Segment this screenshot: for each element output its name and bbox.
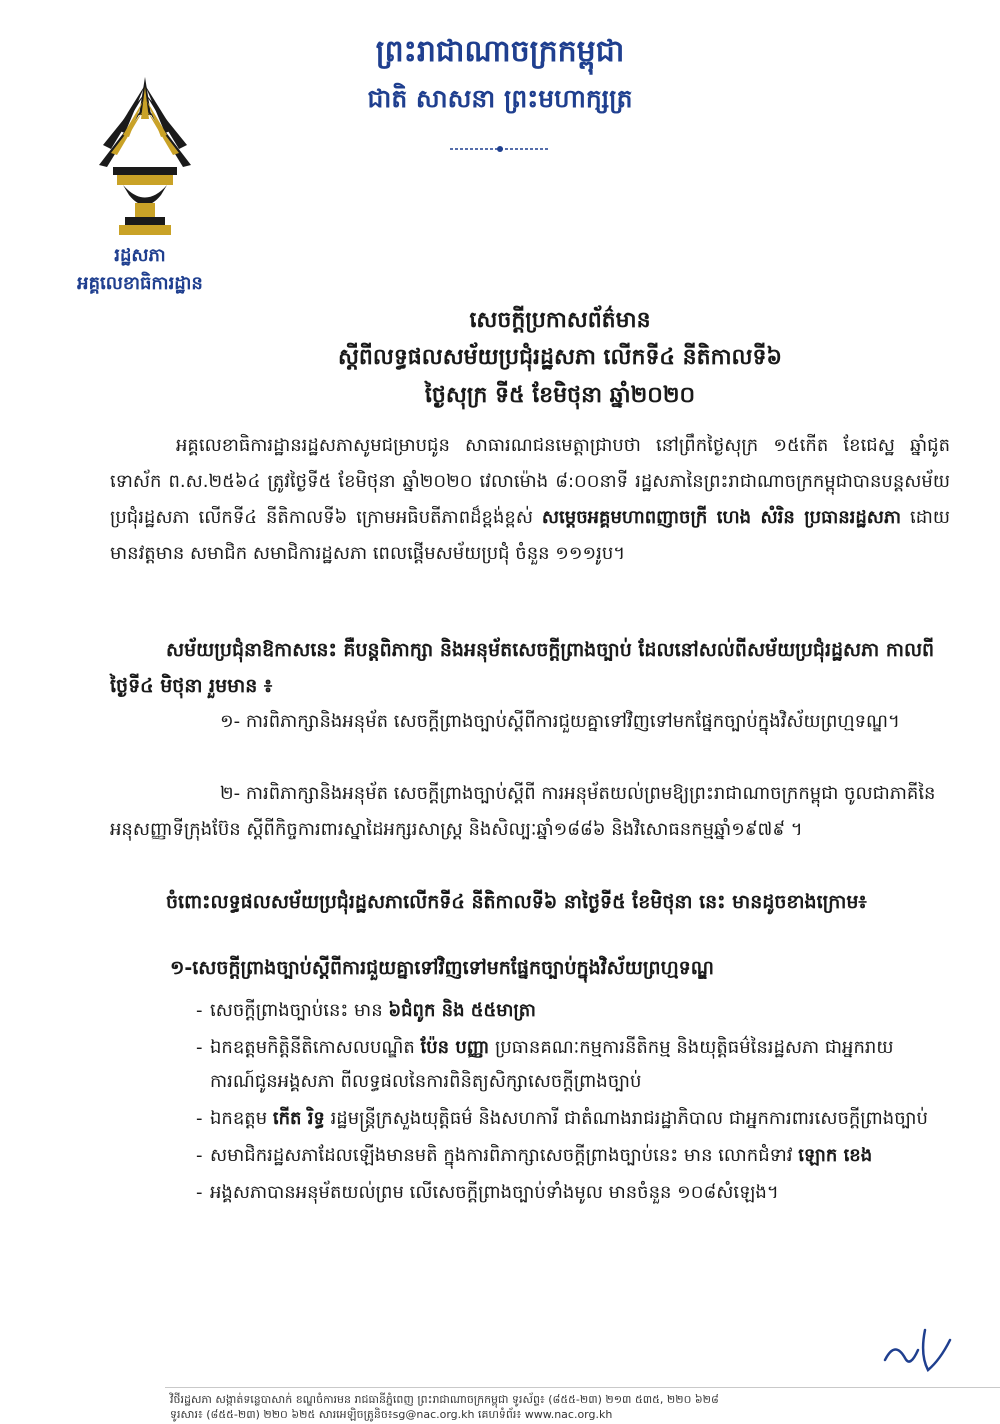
list-item: - អង្គសភាបានអនុម័តយល់ព្រម លើសេចក្តីព្រាងច្បាប់ទាំងមូល មានចំនួន ១០៨សំឡេង។ (196, 1182, 779, 1203)
list-item-text: សេចក្តីព្រាងច្បាប់នេះ មាន (210, 1000, 389, 1021)
footer-contact: ទូរសារ៖ (៨៥៥-២៣) ២២០ ៦២៥ សារអេឡិចត្រូនិច៖sg@nac.org.kh គេហទំព័រ៖ www.nac.org.kh (170, 1408, 613, 1421)
kingdom-heading: ព្រះរាជាណាចក្រកម្ពុជា (375, 34, 625, 69)
intro-text-b: ដោយមានវត្តមាន សមាជិក សមាជិការដ្ឋសភា ពេលផ្តើមសម័យប្រជុំ ចំនួន ១១១រូប។ (110, 507, 950, 564)
list-item-text: ឯកឧត្តម (210, 1108, 273, 1129)
document-subject: ស្តីពីលទ្ធផលសម័យប្រជុំរដ្ឋសភា លើកទី៤ នីតិកាលទី៦ (337, 345, 783, 370)
document-date: ថ្ងៃសុក្រ ទី៥ ខែមិថុនា ឆ្នាំ២០២០ (424, 383, 696, 408)
list-item-text: ឯកឧត្តមកិត្តិនីតិកោសលបណ្ឌិត (210, 1037, 421, 1058)
agenda-item: ២- ការពិភាក្សានិងអនុម័ត សេចក្តីព្រាងច្បាប់ស្តីពី ការអនុម័តយល់ព្រមឱ្យព្រះរាជាណាចក្រកម្ពុជា ចូលជាភាគីនៃអនុសញ្ញាទីក្រុងប៊ែន ស្តីពីកិច្ចការពារស្នាដៃអក្សរសាស្ត្រ និងសិល្បៈឆ្នាំ១៨៨៦ និងវិសោធនកម្មឆ្នាំ១៩៧៩ ។ (110, 783, 936, 840)
organization-name: រដ្ឋសភា (114, 245, 166, 266)
list-item-highlight: ឡោក ខេង (798, 1145, 873, 1166)
session-agenda-intro: សម័យប្រជុំនាឱកាសនេះ គឺបន្តពិភាក្សា និងអនុម័តសេចក្តីព្រាងច្បាប់ ដែលនៅសល់ពីសម័យប្រជុំរដ្ឋសភា កាលពីថ្ងៃទី៤ មិថុនា រួមមាន ៖ (110, 639, 935, 697)
intro-paragraph (110, 428, 950, 572)
list-item: - ឯកឧត្តមកិត្តិនីតិកោសលបណ្ឌិត ប៉ែន បញ្ញា ប្រធានគណៈកម្មការនីតិកម្ម និងយុត្តិធម៌នៃរដ្ឋសភា ជាអ្នករាយការណ៍ជូនអង្គសភា ពីលទ្ធផលនៃការពិនិត្យសិក្សាសេចក្តីព្រាងច្បាប់ (196, 1037, 894, 1092)
signature-icon (880, 1320, 960, 1380)
list-item-text: អង្គសភាបានអនុម័តយល់ព្រម លើសេចក្តីព្រាងច្បាប់ទាំងមូល មានចំនួន ១០៨សំឡេង។ (210, 1182, 779, 1203)
list-item-text: ប្រធានគណៈកម្មការនីតិកម្ម និងយុត្តិធម៌នៃរដ្ឋសភា ជាអ្នករាយការណ៍ជូនអង្គសភា ពីលទ្ធផលនៃការពិនិត្យសិក្សាសេចក្តីព្រាងច្បាប់ (210, 1037, 894, 1092)
list-item-highlight: ៦ជំពូក និង ៥៥មាត្រា (388, 1000, 536, 1021)
footer-address: វិថីរដ្ឋសភា សង្កាត់ទន្លេបាសាក់ ខណ្ឌចំការមន រាជធានីភ្នំពេញ ព្រះរាជាណាចក្រកម្ពុជា ទូរស័ព្ទ៖ (៨៥៥-២៣) ២១៣ ៥៣៥, ២២០ ៦២៨ (170, 1393, 719, 1406)
results-intro: ចំពោះលទ្ធផលសម័យប្រជុំរដ្ឋសភាលើកទី៤ នីតិកាលទី៦ នាថ្ងៃទី៥ ខែមិថុនា នេះ មានដូចខាងក្រោម៖ (166, 891, 867, 913)
organization-department: អគ្គលេខាធិការដ្ឋាន (77, 273, 203, 294)
intro-text-a: អគ្គលេខាធិការដ្ឋានរដ្ឋសភាសូមជម្រាបជូន សាធារណជនមេត្តាជ្រាបថា នៅព្រឹកថ្ងៃសុក្រ ១៥កើត ខែជេស្ឋ ឆ្នាំជូត ទោស័ក ព.ស.២៥៦៤ ត្រូវថ្ងៃទី៥ ខែមិថុនា ឆ្នាំ២០២០ វេលាម៉ោង ៨:០០នាទី រដ្ឋសភានៃព្រះរាជាណាចក្រកម្ពុជាបានបន្តសម័យប្រជុំរដ្ឋសភា លើកទី៤ នីតិកាលទី៦ ក្រោមអធិបតីភាពដ៏ខ្ពង់ខ្ពស់ (110, 435, 950, 528)
national-assembly-emblem-icon (95, 75, 195, 240)
footer-divider (165, 1387, 1000, 1388)
document-title: សេចក្តីប្រកាសព័ត៌មាន (469, 308, 651, 333)
section-heading: ១-សេចក្តីព្រាងច្បាប់ស្តីពីការជួយគ្នាទៅវិញទៅមកផ្នែកច្បាប់ក្នុងវិស័យព្រហ្មទណ្ឌ (170, 957, 714, 979)
list-item: - ឯកឧត្តម កើត រិទ្ធ រដ្ឋមន្ត្រីក្រសួងយុត្តិធម៌ និងសហការី ជាតំណាងរាជរដ្ឋាភិបាល ជាអ្នកការពារសេចក្តីព្រាងច្បាប់ (196, 1108, 928, 1129)
list-item-text: រដ្ឋមន្ត្រីក្រសួងយុត្តិធម៌ និងសហការី ជាតំណាងរាជរដ្ឋាភិបាល ជាអ្នកការពារសេចក្តីព្រាងច្បាប់ (324, 1108, 928, 1129)
national-motto: ជាតិ សាសនា ព្រះមហាក្សត្រ (367, 84, 633, 113)
list-item-highlight: កើត រិទ្ធ (272, 1108, 325, 1129)
agenda-item: ១- ការពិភាក្សានិងអនុម័ត សេចក្តីព្រាងច្បាប់ស្តីពីការជួយគ្នាទៅវិញទៅមកផ្នែកច្បាប់ក្នុងវិស័យព្រហ្មទណ្ឌ។ (220, 711, 900, 732)
list-item-highlight: ប៉ែន បញ្ញា (420, 1037, 490, 1058)
ornament-divider-icon (440, 144, 560, 154)
list-item: - សមាជិករដ្ឋសភាដែលឡើងមានមតិ ក្នុងការពិភាក្សាសេចក្តីព្រាងច្បាប់នេះ មាន លោកជំទាវ ឡោក ខេង (196, 1145, 873, 1166)
list-item-text: សមាជិករដ្ឋសភាដែលឡើងមានមតិ ក្នុងការពិភាក្សាសេចក្តីព្រាងច្បាប់នេះ មាន លោកជំទាវ (210, 1145, 799, 1166)
assembly-president: សម្តេចអគ្គមហាពញាចក្រី ហេង សំរិន ប្រធានរដ្ឋសភា (541, 507, 902, 528)
results-list (196, 994, 946, 1213)
list-item: - សេចក្តីព្រាងច្បាប់នេះ មាន ៦ជំពូក និង ៥៥មាត្រា (196, 1000, 536, 1021)
